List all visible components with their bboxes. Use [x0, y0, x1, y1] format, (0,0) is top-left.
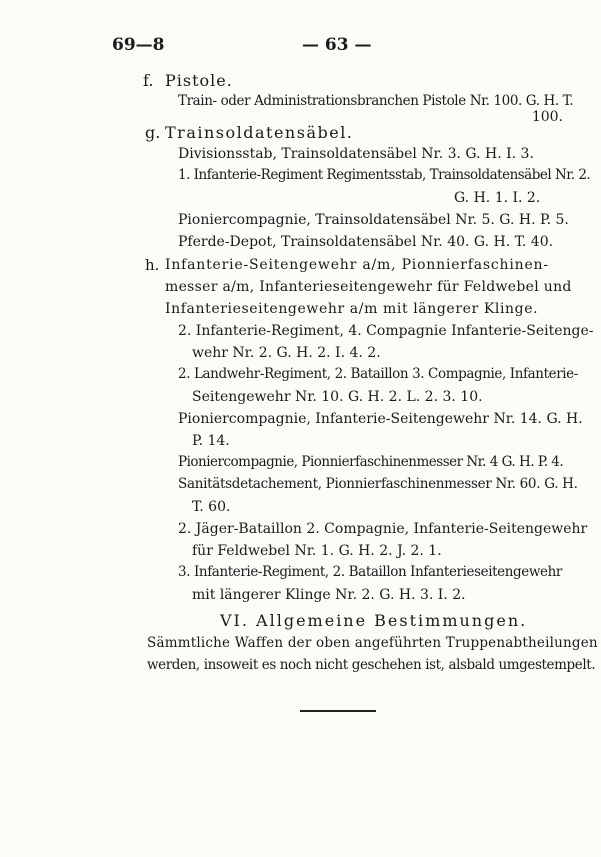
- section-h-line: Sanitätsdetachement, Pionnierfaschinenmesser Nr. 60. G. H.: [178, 476, 578, 492]
- section-g-line: Pioniercompagnie, Trainsoldatensäbel Nr. 5. G. H. P. 5.: [178, 212, 569, 228]
- section-h-line: wehr Nr. 2. G. H. 2. I. 4. 2.: [192, 345, 381, 361]
- section-g-line: G. H. 1. I. 2.: [454, 190, 541, 206]
- section-f-line: 100.: [531, 109, 563, 125]
- section-h-title-line: Infanterieseitengewehr a/m mit längerer Klinge.: [165, 301, 539, 317]
- section-g-letter: g.: [145, 123, 161, 142]
- section-h-title-line: Infanterie-Seitengewehr a/m, Pionnierfaschinen-: [165, 257, 549, 273]
- section-h-line: 3. Infanterie-Regiment, 2. Bataillon Infanterieseitengewehr: [178, 564, 562, 580]
- part-heading: VI. Allgemeine Bestimmungen.: [220, 611, 528, 630]
- section-g-title: Trainsoldatensäbel.: [165, 123, 354, 142]
- section-f-line: Train- oder Administrationsbranchen Pistole Nr. 100. G. H. T.: [178, 93, 574, 109]
- section-h-line: T. 60.: [192, 499, 231, 515]
- section-h-line: Pioniercompagnie, Pionnierfaschinenmesser Nr. 4 G. H. P. 4.: [178, 454, 564, 470]
- section-f-title: Pistole.: [165, 71, 233, 90]
- closing-line: Sämmtliche Waffen der oben angeführten Truppenabtheilungen: [147, 635, 598, 651]
- page-number: — 63 —: [302, 35, 372, 55]
- closing-line: werden, insoweit es noch nicht geschehen ist, alsbald umgestempelt.: [147, 657, 596, 673]
- section-h-title-line: messer a/m, Infanterieseitengewehr für Feldwebel und: [165, 279, 572, 295]
- section-h-line: für Feldwebel Nr. 1. G. H. 2. J. 2. 1.: [192, 543, 442, 559]
- section-g-line: 1. Infanterie-Regiment Regimentsstab, Trainsoldatensäbel Nr. 2.: [178, 167, 591, 183]
- section-h-line: Pioniercompagnie, Infanterie-Seitengewehr Nr. 14. G. H.: [178, 411, 583, 427]
- section-g-line: Pferde-Depot, Trainsoldatensäbel Nr. 40. G. H. T. 40.: [178, 234, 554, 250]
- section-h-line: P. 14.: [192, 433, 230, 449]
- section-h-letter: h.: [145, 256, 160, 274]
- end-rule: [300, 710, 376, 712]
- section-h-line: mit längerer Klinge Nr. 2. G. H. 3. I. 2.: [192, 587, 466, 603]
- section-g-line: Divisionsstab, Trainsoldatensäbel Nr. 3. G. H. I. 3.: [178, 146, 534, 162]
- section-h-line: 2. Landwehr-Regiment, 2. Bataillon 3. Compagnie, Infanterie-: [178, 366, 578, 382]
- section-h-line: Seitengewehr Nr. 10. G. H. 2. L. 2. 3. 10.: [192, 389, 483, 405]
- page-reference: 69—8: [112, 35, 165, 55]
- section-f-letter: f.: [143, 71, 154, 90]
- section-h-line: 2. Jäger-Bataillon 2. Compagnie, Infanterie-Seitengewehr: [178, 521, 588, 537]
- section-h-line: 2. Infanterie-Regiment, 4. Compagnie Infanterie-Seitenge-: [178, 323, 594, 339]
